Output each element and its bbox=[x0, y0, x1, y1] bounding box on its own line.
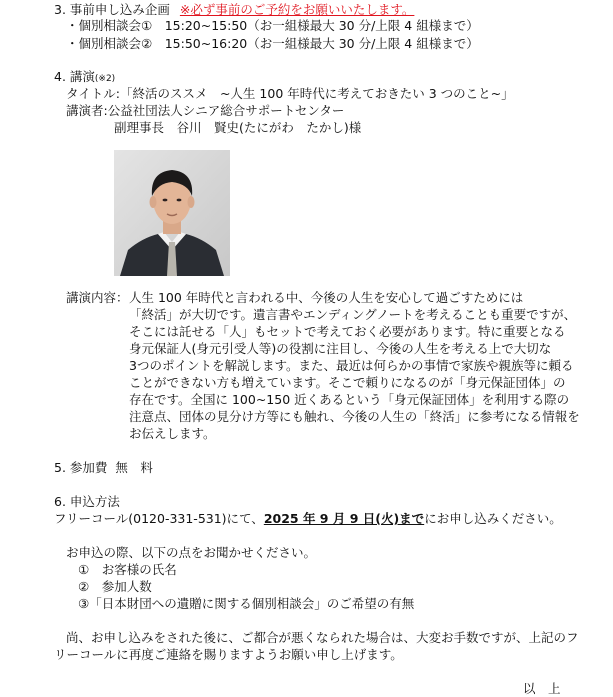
note-line-1: 尚、お申し込みをされた後に、ご都合が悪くなられた場合は、大変お手数ですが、上記のフ bbox=[66, 630, 579, 645]
phone-suffix: にお申し込みください。 bbox=[424, 511, 562, 526]
section4-heading-line bbox=[54, 69, 115, 87]
deadline: 2025 年 9 月 9 日(火)まで bbox=[263, 511, 425, 526]
section4-heading: 4. 講演 bbox=[54, 69, 95, 84]
section3-heading-line bbox=[54, 2, 414, 18]
section3-heading: 3. 事前申し込み企画 bbox=[54, 2, 170, 17]
consultation-item-1: ・個別相談会① 15:20~15:50（お一組様最大 30 分/上限 4 組様まで） bbox=[66, 18, 479, 33]
content-line-6: ことができない方も増えています。そこで頼りになるのが「身元保証団体」の bbox=[129, 375, 566, 390]
content-line-7: 存在です。全国に 100~150 近くあるという「身元保証団体」を利用する際の bbox=[129, 392, 570, 407]
closing: 以 上 bbox=[523, 681, 561, 696]
phone-prefix: フリーコール(0120-331-531)にて、 bbox=[54, 511, 264, 526]
content-label: 講演内容： bbox=[66, 290, 129, 305]
speaker-photo bbox=[114, 150, 230, 276]
speaker-portrait-illustration bbox=[114, 150, 230, 276]
ask-intro: お申込の際、以下の点をお聞かせください。 bbox=[66, 545, 317, 560]
ask-item-3: ③「日本財団への遺贈に関する個別相談会」のご希望の有無 bbox=[78, 596, 415, 611]
section5-line bbox=[54, 460, 153, 476]
section4-heading-note: (※2) bbox=[94, 74, 116, 84]
ask-item-1: ① お客様の氏名 bbox=[78, 562, 177, 577]
fee-value: 無 料 bbox=[115, 460, 153, 475]
content-line-1: 人生 100 年時代と言われる中、今後の人生を安心して過ごすためには bbox=[129, 290, 524, 305]
consultation-item-2: ・個別相談会② 15:50~16:20（お一組様最大 30 分/上限 4 組様まで） bbox=[66, 36, 479, 51]
content-line-3: そこには託せる「人」もセットで考えておく必要があります。特に重要となる bbox=[129, 324, 566, 339]
content-line-5: 3つのポイントを解説します。また、最近は何らかの事情で家族や親族等に頼る bbox=[129, 358, 574, 373]
content-line-4: 身元保証人(身元引受人等)の役割に注目し、今後の人生を考える上で大切な bbox=[129, 341, 552, 356]
speaker-org: 講演者:公益社団法人シニア総合サポートセンター bbox=[66, 103, 345, 118]
section6-heading: 6. 申込方法 bbox=[54, 494, 120, 509]
content-line-9: お伝えします。 bbox=[129, 426, 216, 441]
note-line-2: リーコールに再度ご連絡を賜りますようお願い申し上げます。 bbox=[54, 647, 403, 662]
content-line-8: 注意点、団体の見分け方等にも触れ、今後の人生の「終活」に参考になる情報を bbox=[129, 409, 580, 424]
section5-heading: 5. 参加費 bbox=[54, 460, 108, 475]
lecture-title: タイトル:「終活のススメ ~人生 100 年時代に考えておきたい 3 つのこと~」 bbox=[66, 86, 514, 101]
reservation-note: ※必ず事前のご予約をお願いいたします。 bbox=[179, 2, 415, 17]
content-line-2: 「終活」が大切です。遺言書やエンディングノートを考えることも重要ですが、 bbox=[129, 307, 577, 322]
ask-item-2: ② 参加人数 bbox=[78, 579, 152, 594]
speaker-name: 副理事長 谷川 賢史(たにがわ たかし)様 bbox=[114, 120, 362, 135]
phone-line bbox=[54, 511, 562, 527]
